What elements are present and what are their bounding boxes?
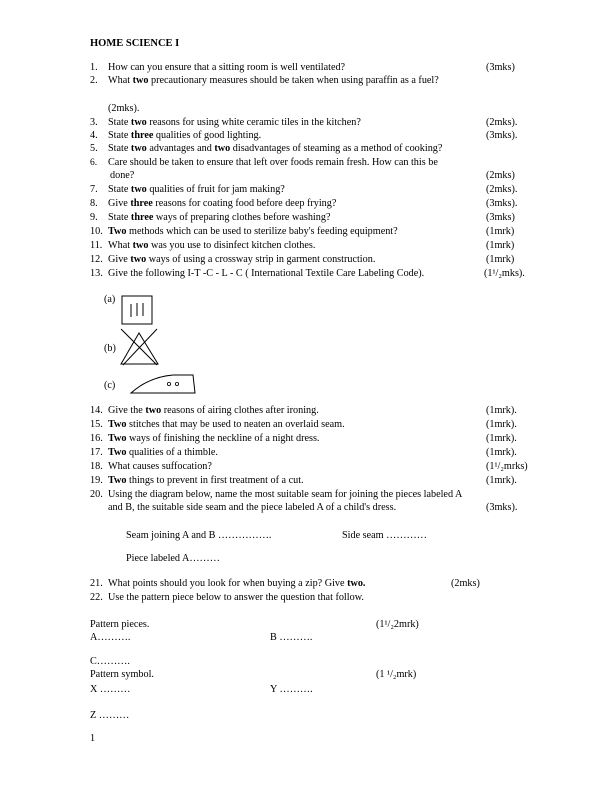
q21-text: What points should you look for when buying a zip? Give two.	[108, 578, 366, 589]
q15-number: 15.	[90, 419, 103, 430]
q21-marks: (2mks)	[451, 578, 480, 589]
q1-marks: (3mks)	[486, 62, 515, 73]
q15-marks: (1mrk).	[486, 419, 517, 430]
symbol-c-label: (c)	[104, 380, 116, 391]
pattern-symbol-marks: (1 ¹/₂mrk)	[376, 669, 417, 680]
q2-text: What two precautionary measures should be taken when using paraffin as a fuel?	[108, 75, 439, 86]
q14-number: 14.	[90, 405, 103, 416]
q16-number: 16.	[90, 433, 103, 444]
q21-number: 21.	[90, 578, 103, 589]
q14-marks: (1mrk).	[486, 405, 517, 416]
q8-marks: (3mks).	[486, 198, 518, 209]
q16-marks: (1mrk).	[486, 433, 517, 444]
q18-marks: (1¹/₂mrks)	[486, 461, 528, 472]
q12-number: 12.	[90, 254, 103, 265]
seam-joining-blank: Seam joining A and B …………….	[126, 530, 272, 541]
q17-marks: (1mrk).	[486, 447, 517, 458]
q20-marks: (3mks).	[486, 502, 518, 513]
q4-marks: (3mks).	[486, 130, 518, 141]
q20-text-line2: and B, the suitable side seam and the piece labeled A of a child's dress.	[108, 502, 397, 513]
q7-number: 7.	[90, 184, 98, 195]
piece-labeled-blank: Piece labeled A………	[126, 553, 220, 564]
q4-number: 4.	[90, 130, 98, 141]
q14-text: Give the two reasons of airing clothes after ironing.	[108, 405, 319, 416]
wash-tub-symbol-icon	[121, 295, 153, 325]
q11-text: What two was you use to disinfect kitchen clothes.	[108, 240, 316, 251]
side-seam-blank: Side seam …………	[342, 530, 427, 541]
q12-marks: (1mrk)	[486, 254, 515, 265]
q11-marks: (1mrk)	[486, 240, 515, 251]
q4-text: State three qualities of good lighting.	[108, 130, 262, 141]
q19-marks: (1mrk).	[486, 475, 517, 486]
q6-number: 6.	[90, 158, 98, 168]
q10-marks: (1mrk)	[486, 226, 515, 237]
symbol-a-label: (a)	[104, 294, 116, 305]
q7-marks: (2mks).	[486, 184, 518, 195]
q3-text: State two reasons for using white ceramic tiles in the kitchen?	[108, 117, 361, 128]
page-number: 1	[90, 733, 96, 744]
q13-number: 13.	[90, 268, 103, 279]
q5-text: State two advantages and two disadvantages of steaming as a method of cooking?	[108, 143, 443, 154]
q8-text: Give three reasons for coating food before deep frying?	[108, 198, 337, 209]
q18-text: What causes suffocation?	[108, 461, 212, 472]
blank-c: C……….	[90, 656, 130, 667]
q6-text-line2: done?	[110, 170, 135, 181]
q16-text: Two ways of finishing the neckline of a night dress.	[108, 433, 320, 444]
pattern-pieces-label: Pattern pieces.	[90, 619, 150, 630]
blank-a: A……….	[90, 632, 131, 643]
symbol-b-label: (b)	[104, 343, 116, 354]
q20-text-line1: Using the diagram below, name the most suitable seam for joining the pieces labeled A	[108, 489, 463, 500]
q22-text: Use the pattern piece below to answer the question that follow.	[108, 592, 364, 603]
pattern-symbol-label: Pattern symbol.	[90, 669, 154, 680]
q12-text: Give two ways of using a crossway strip in garment construction.	[108, 254, 376, 265]
q19-number: 19.	[90, 475, 103, 486]
q9-marks: (3mks)	[486, 212, 515, 223]
q3-marks: (2mks).	[486, 117, 518, 128]
q13-marks: (1¹/₂mks).	[484, 268, 525, 279]
q2-marks: (2mks).	[108, 103, 140, 114]
q11-number: 11.	[90, 240, 103, 251]
q7-text: State two qualities of fruit for jam making?	[108, 184, 285, 195]
q10-text: Two methods which can be used to sterilize baby's feeding equipment?	[108, 226, 398, 237]
q20-number: 20.	[90, 489, 103, 500]
document-title: HOME SCIENCE I	[90, 38, 180, 49]
pattern-pieces-marks: (1¹/₂2mrk)	[376, 619, 419, 630]
q19-text: Two things to prevent in first treatment of a cut.	[108, 475, 304, 486]
q6-text-line1: Care should be taken to ensure that left over foods remain fresh. How can this be	[108, 157, 438, 168]
q5-number: 5.	[90, 143, 98, 154]
do-not-bleach-symbol-icon	[119, 327, 161, 367]
q17-number: 17.	[90, 447, 103, 458]
q10-number: 10.	[90, 226, 103, 237]
q6-marks: (2mks)	[486, 170, 515, 181]
q9-text: State three ways of preparing clothes before washing?	[108, 212, 331, 223]
q2-number: 2.	[90, 75, 98, 86]
blank-x: X ………	[90, 684, 131, 695]
q8-number: 8.	[90, 198, 98, 209]
blank-z: Z ………	[90, 710, 130, 721]
q1-number: 1.	[90, 62, 98, 73]
q3-number: 3.	[90, 117, 98, 128]
q15-text: Two stitches that may be used to neaten an overlaid seam.	[108, 419, 345, 430]
q22-number: 22.	[90, 592, 103, 603]
blank-b: B ……….	[270, 632, 313, 643]
q18-number: 18.	[90, 461, 103, 472]
q1-text: How can you ensure that a sitting room is well ventilated?	[108, 62, 346, 73]
q9-number: 9.	[90, 212, 98, 223]
q13-text: Give the following I-T -C - L - C ( International Textile Care Labeling Code).	[108, 268, 425, 279]
q17-text: Two qualities of a thimble.	[108, 447, 218, 458]
iron-symbol-icon	[129, 371, 199, 397]
blank-y: Y ……….	[270, 684, 313, 695]
